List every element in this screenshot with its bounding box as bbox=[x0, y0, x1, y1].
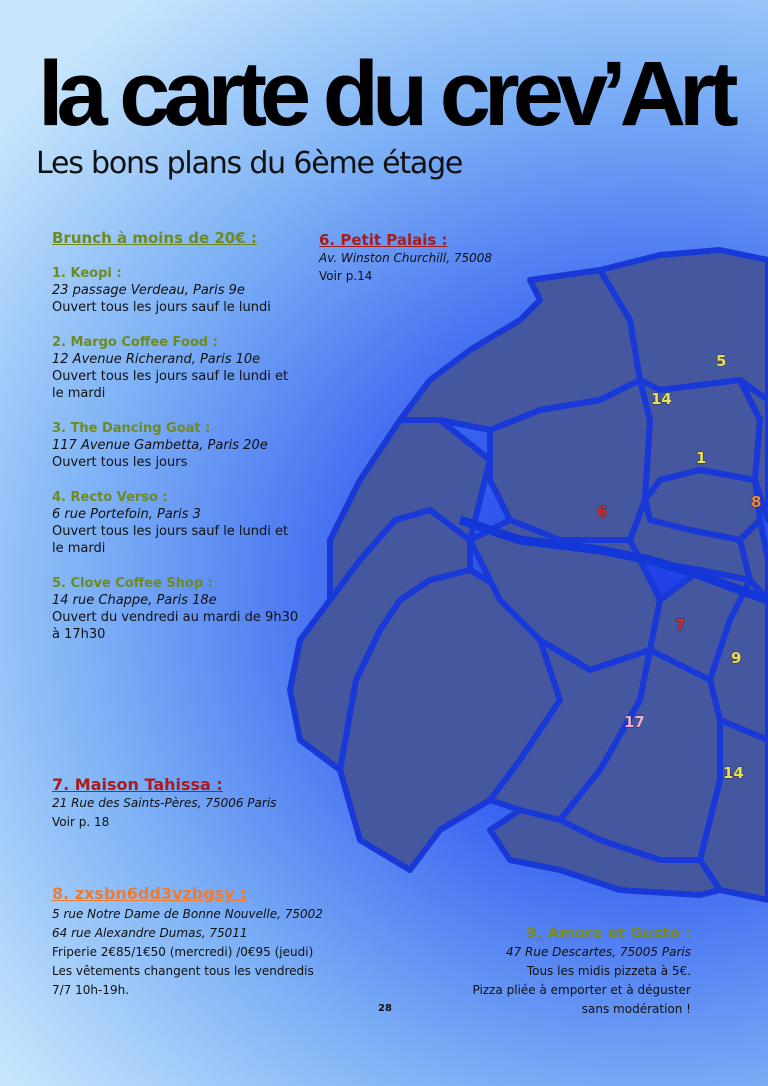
maison-tahissa-title: 7. Maison Tahissa : bbox=[52, 775, 223, 794]
entry-name: 4. Recto Verso : bbox=[52, 490, 168, 505]
maison-tahissa-note: Voir p. 18 bbox=[52, 815, 110, 829]
entry-name: 3. The Dancing Goat : bbox=[52, 421, 211, 436]
entry-name: 5. Clove Coffee Shop : bbox=[52, 576, 213, 591]
page-title: la carte du crev’Art bbox=[38, 43, 732, 145]
friperie-address-2: 64 rue Alexandre Dumas, 75011 bbox=[52, 926, 248, 940]
map-label-7: 7 bbox=[675, 616, 686, 634]
map-label-9: 9 bbox=[731, 649, 742, 667]
entry-hours: Ouvert tous les jours sauf le lundi bbox=[52, 300, 271, 315]
map-label-17: 17 bbox=[624, 713, 645, 731]
entry-name: 2. Margo Coffee Food : bbox=[52, 335, 218, 350]
map-label-6: 6 bbox=[597, 503, 608, 521]
entry-address: 117 Avenue Gambetta, Paris 20e bbox=[52, 438, 268, 453]
friperie-title: 8. zxsbn6dd3vzbgsy : bbox=[52, 884, 247, 903]
brunch-entry bbox=[52, 420, 302, 471]
entry-address: 14 rue Chappe, Paris 18e bbox=[52, 593, 217, 608]
amore-gusto-line-3: sans modération ! bbox=[581, 1002, 691, 1016]
map-label-1: 1 bbox=[696, 449, 707, 467]
brunch-entry bbox=[52, 489, 302, 557]
map-label-5: 5 bbox=[716, 352, 727, 370]
brunch-section-title: Brunch à moins de 20€ : bbox=[52, 229, 257, 247]
entry-hours: Ouvert tous les jours sauf le lundi et le mardi bbox=[52, 369, 289, 401]
friperie-section bbox=[52, 884, 352, 1000]
brunch-entry bbox=[52, 334, 302, 402]
map-label-8: 8 bbox=[751, 493, 762, 511]
entry-address: 6 rue Portefoin, Paris 3 bbox=[52, 507, 201, 522]
petit-palais-section bbox=[319, 231, 539, 285]
amore-gusto-line-1: Tous les midis pizzeta à 5€. bbox=[526, 964, 691, 978]
entry-hours: Ouvert du vendredi au mardi de 9h30 à 17h30 bbox=[52, 610, 299, 642]
map-label-14-north: 14 bbox=[651, 390, 672, 408]
friperie-address-1: 5 rue Notre Dame de Bonne Nouvelle, 75002 bbox=[52, 907, 323, 921]
entry-address: 23 passage Verdeau, Paris 9e bbox=[52, 283, 245, 298]
brunch-entry bbox=[52, 265, 302, 316]
map-label-14-south: 14 bbox=[723, 764, 744, 782]
entry-hours: Ouvert tous les jours bbox=[52, 455, 188, 470]
page-subtitle: Les bons plans du 6ème étage bbox=[36, 146, 463, 181]
entry-name: 1. Keopi : bbox=[52, 266, 122, 281]
page-number: 28 bbox=[378, 1003, 392, 1014]
amore-gusto-line-2: Pizza pliée à emporter et à déguster bbox=[472, 983, 691, 997]
friperie-note: Les vêtements changent tous les vendredis bbox=[52, 964, 314, 978]
entry-hours: Ouvert tous les jours sauf le lundi et le mardi bbox=[52, 524, 289, 556]
petit-palais-title: 6. Petit Palais : bbox=[319, 231, 448, 249]
petit-palais-address: Av. Winston Churchill, 75008 bbox=[319, 251, 493, 265]
amore-gusto-title: 9. Amore et Gusto : bbox=[526, 924, 691, 942]
friperie-prices: Friperie 2€85/1€50 (mercredi) /0€95 (jeudi) bbox=[52, 945, 314, 959]
amore-gusto-section bbox=[431, 924, 691, 1019]
friperie-hours: 7/7 10h-19h. bbox=[52, 983, 130, 997]
brunch-entry bbox=[52, 575, 302, 643]
amore-gusto-address: 47 Rue Descartes, 75005 Paris bbox=[505, 945, 691, 959]
maison-tahissa-address: 21 Rue des Saints-Pères, 75006 Paris bbox=[52, 796, 277, 810]
petit-palais-note: Voir p.14 bbox=[319, 269, 373, 283]
brunch-section bbox=[52, 230, 302, 643]
entry-address: 12 Avenue Richerand, Paris 10e bbox=[52, 352, 261, 367]
maison-tahissa-section bbox=[52, 775, 352, 832]
